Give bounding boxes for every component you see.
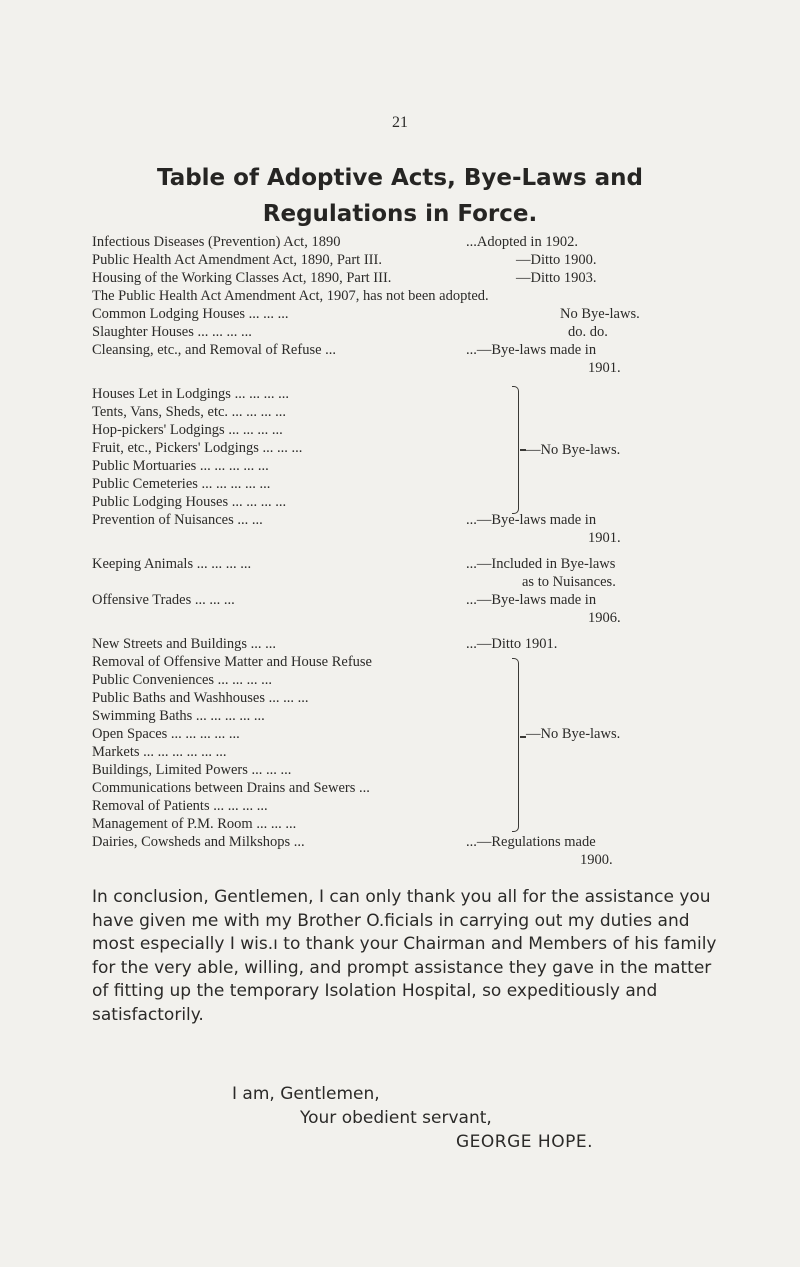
slaughter-houses-status: do. do. [568, 324, 608, 340]
act-housing: Housing of the Working Classes Act, 1890, Part III. [92, 270, 392, 286]
group2-note: —No Bye-laws. [526, 726, 621, 742]
prevention-nuisances-year: 1901. [588, 530, 621, 546]
cleansing-refuse-year: 1901. [588, 360, 621, 376]
page-title [60, 160, 740, 232]
signoff-name: GEORGE HOPE. [456, 1132, 593, 1152]
title-line-2: Regulations in Force. [262, 201, 538, 227]
group2-item: Communications between Drains and Sewers ... [92, 780, 370, 796]
offensive-trades-status: ...—Bye-laws made in [466, 592, 597, 608]
dairies-cowsheds-status: ...—Regulations made [466, 834, 596, 850]
common-lodging-houses-status: No Bye-laws. [560, 306, 640, 322]
prevention-nuisances: Prevention of Nuisances ... ... [92, 512, 263, 528]
signoff-salutation: I am, Gentlemen, [232, 1084, 380, 1104]
group2-item: Markets ... ... ... ... ... ... [92, 744, 227, 760]
act-housing-status: —Ditto 1903. [516, 270, 597, 286]
offensive-trades-year: 1906. [588, 610, 621, 626]
dairies-cowsheds: Dairies, Cowsheds and Milkshops ... [92, 834, 305, 850]
group1-item: Public Lodging Houses ... ... ... ... [92, 494, 287, 510]
group2-item: Swimming Baths ... ... ... ... ... [92, 708, 265, 724]
group2-item: Open Spaces ... ... ... ... ... [92, 726, 240, 742]
keeping-animals-note: as to Nuisances. [522, 574, 616, 590]
keeping-animals: Keeping Animals ... ... ... ... [92, 556, 252, 572]
new-streets-buildings-status: ...—Ditto 1901. [466, 636, 558, 652]
act-public-health-1890: Public Health Act Amendment Act, 1890, Part III. [92, 252, 382, 268]
group1-item: Public Mortuaries ... ... ... ... ... [92, 458, 269, 474]
act-infectious-diseases-status: ...Adopted in 1902. [466, 234, 578, 250]
group1-item: Hop-pickers' Lodgings ... ... ... ... [92, 422, 283, 438]
group1-note: —No Bye-laws. [526, 442, 621, 458]
cleansing-refuse: Cleansing, etc., and Removal of Refuse ... [92, 342, 337, 358]
act-public-health-1907: The Public Health Act Amendment Act, 1907, has not been adopted. [92, 288, 489, 304]
prevention-nuisances-status: ...—Bye-laws made in [466, 512, 597, 528]
title-line-1: Table of Adoptive Acts, Bye-Laws and [156, 165, 644, 191]
signoff-closing: Your obedient servant, [300, 1108, 492, 1128]
cleansing-refuse-status: ...—Bye-laws made in [466, 342, 597, 358]
slaughter-houses: Slaughter Houses ... ... ... ... [92, 324, 252, 340]
act-infectious-diseases: Infectious Diseases (Prevention) Act, 1890 [92, 234, 341, 250]
group2-item: Removal of Offensive Matter and House Refuse [92, 654, 372, 670]
common-lodging-houses: Common Lodging Houses ... ... ... [92, 306, 289, 322]
group2-item: Public Baths and Washhouses ... ... ... [92, 690, 309, 706]
group2-item: Public Conveniences ... ... ... ... [92, 672, 273, 688]
dairies-cowsheds-year: 1900. [580, 852, 613, 868]
offensive-trades: Offensive Trades ... ... ... [92, 592, 235, 608]
page-number: 21 [392, 114, 408, 131]
group2-item: Management of P.M. Room ... ... ... [92, 816, 297, 832]
keeping-animals-status: ...—Included in Bye-laws [466, 556, 616, 572]
group1-item: Fruit, etc., Pickers' Lodgings ... ... ... [92, 440, 303, 456]
group2-item: Removal of Patients ... ... ... ... [92, 798, 268, 814]
group1-item: Houses Let in Lodgings ... ... ... ... [92, 386, 289, 402]
group1-brace [512, 386, 519, 514]
act-public-health-1890-status: —Ditto 1900. [516, 252, 597, 268]
group1-item: Public Cemeteries ... ... ... ... ... [92, 476, 271, 492]
group2-item: Buildings, Limited Powers ... ... ... [92, 762, 292, 778]
group2-brace [512, 658, 519, 832]
conclusion-paragraph: In conclusion, Gentlemen, I can only thank you all for the assistance you have given me with my Brother O.ficials in carrying out my duties and most especially I wis.ı to thank your Chairman and Members of his family for the very able, willing, and prompt assistance they gave in the matter of fitting up the temporary Isolation Hospital, so expeditiously and satisfactorily. [92, 887, 717, 1025]
new-streets-buildings: New Streets and Buildings ... ... [92, 636, 277, 652]
group1-item: Tents, Vans, Sheds, etc. ... ... ... ... [92, 404, 287, 420]
